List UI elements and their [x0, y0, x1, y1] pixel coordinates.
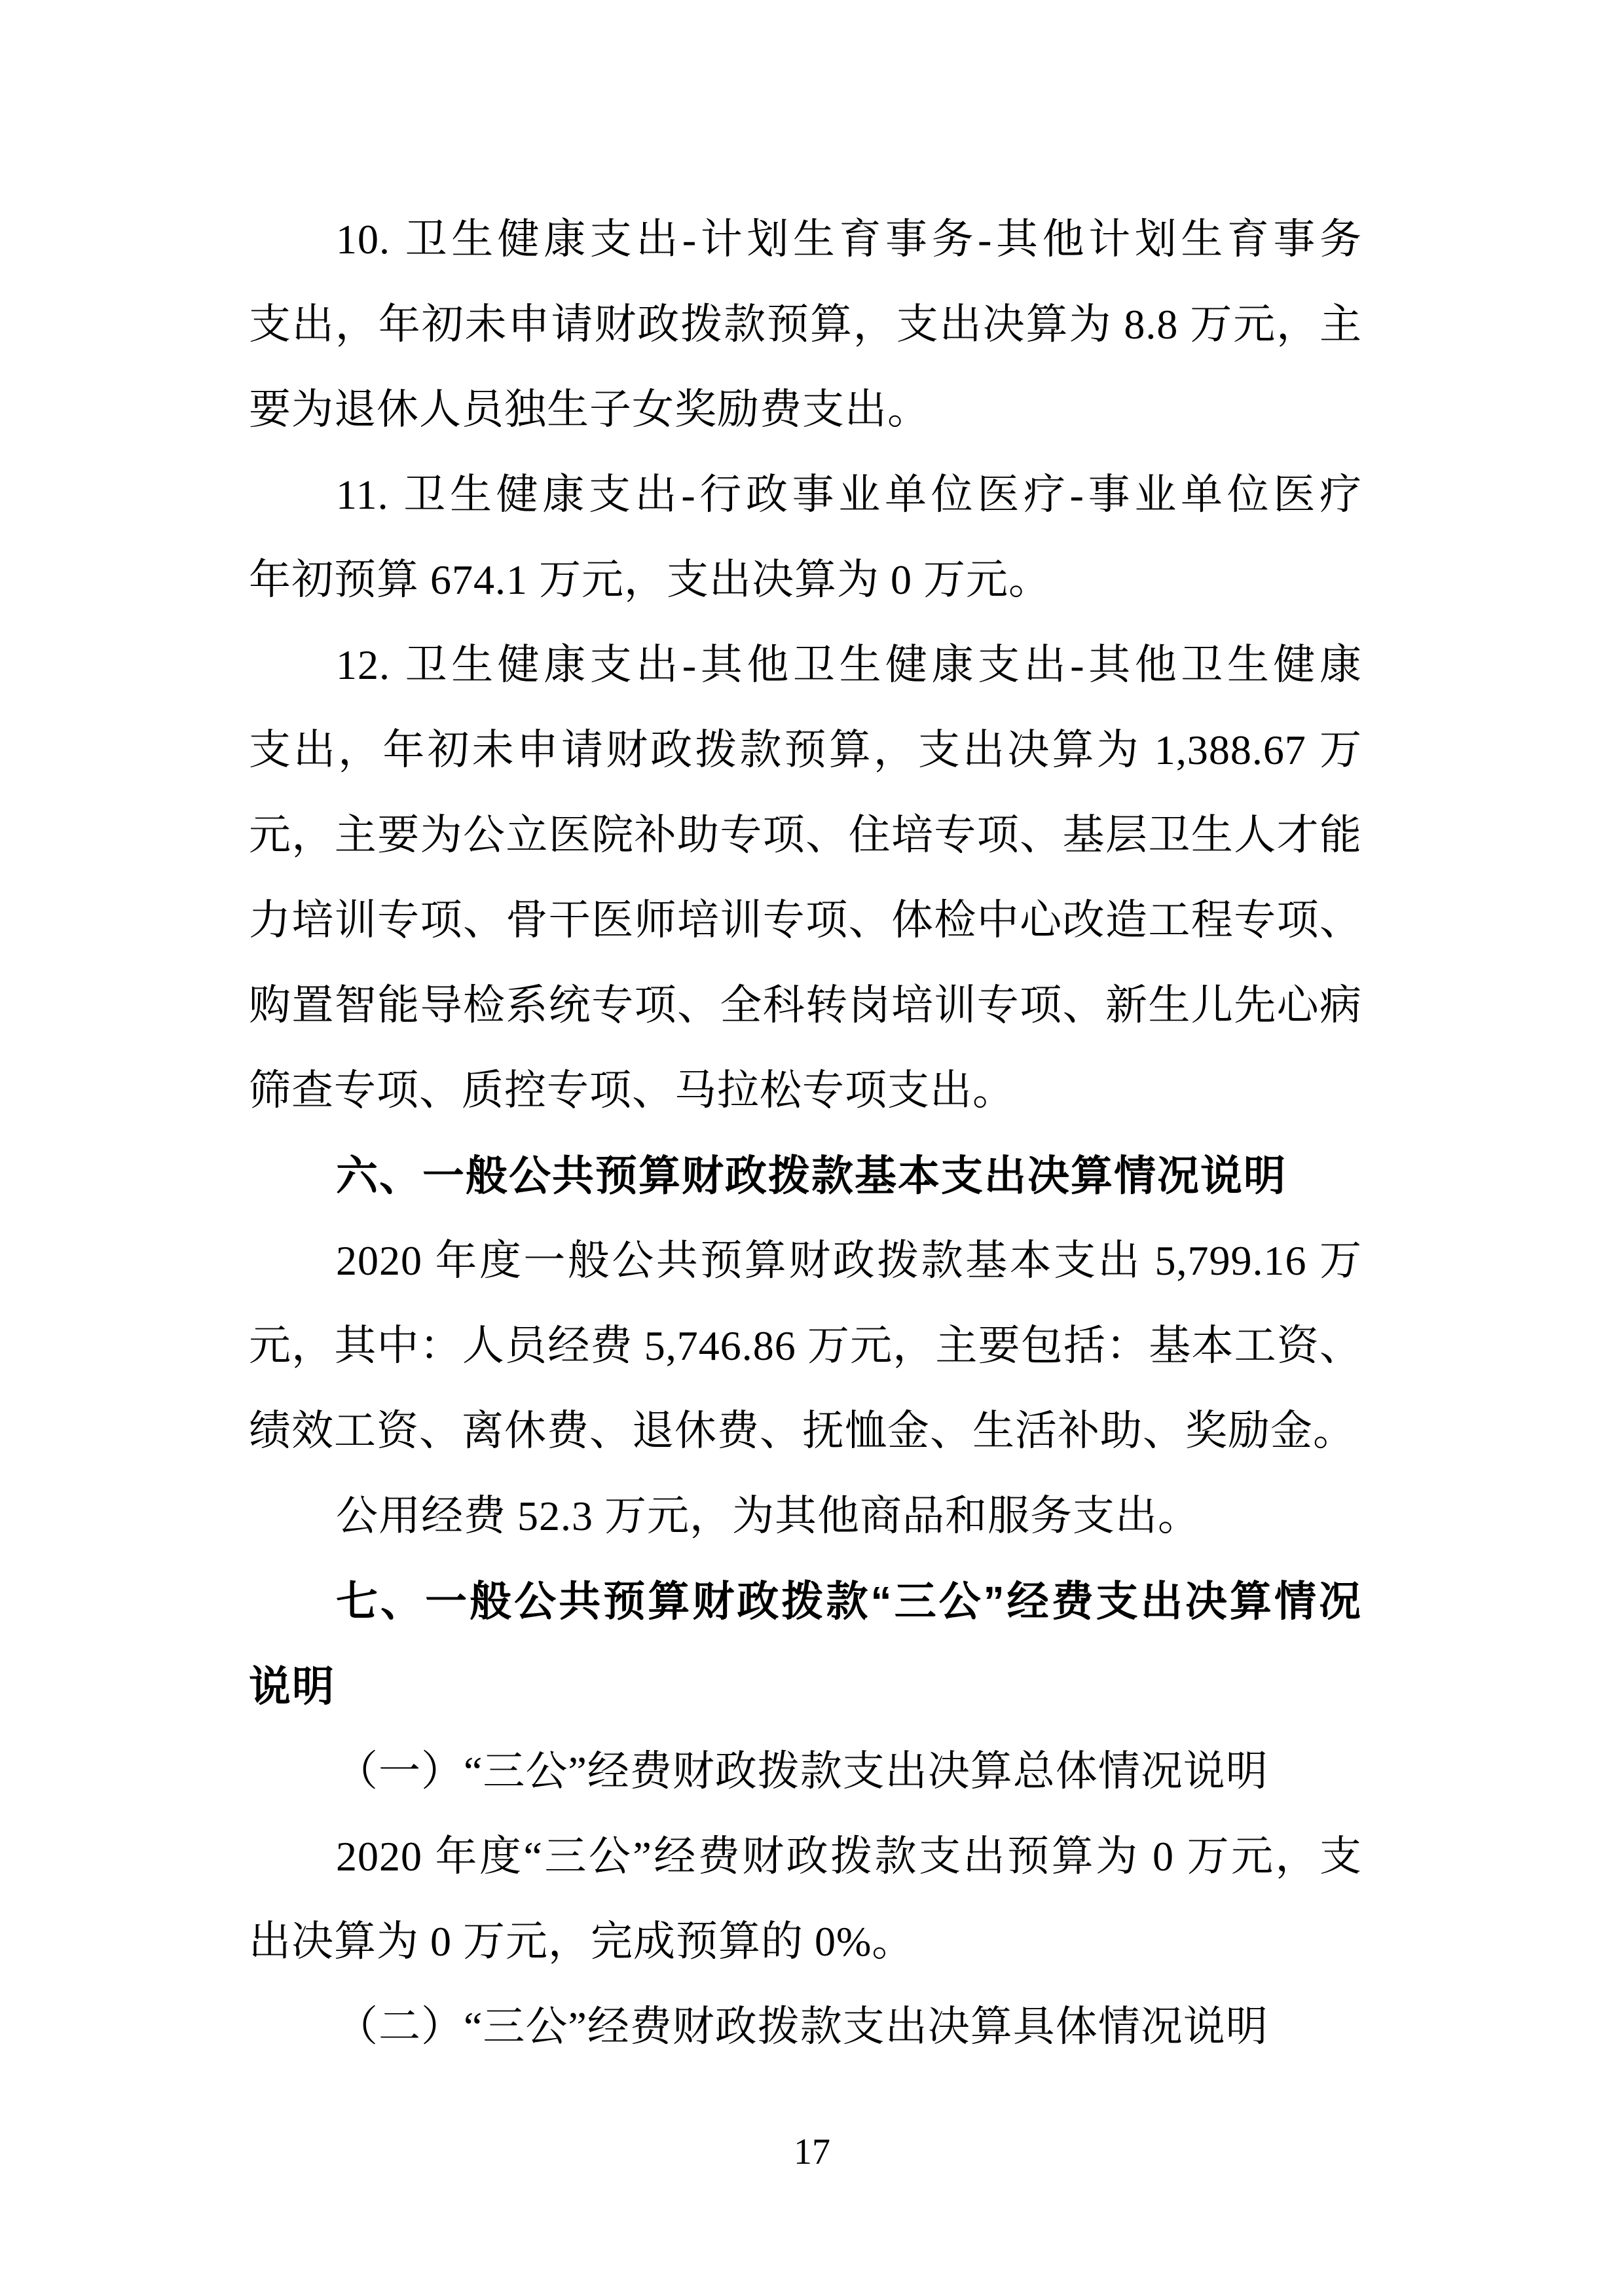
paragraph-12-line: 购置智能导检系统专项、全科转岗培训专项、新生儿先心病 [249, 982, 1362, 1029]
section-seven-heading-line: 说明 [249, 1663, 335, 1710]
paragraph-12-line: 12. 卫生健康支出-其他卫生健康支出-其他卫生健康 [336, 642, 1362, 688]
paragraph-12-line: 筛查专项、质控专项、马拉松专项支出。 [249, 1067, 1015, 1114]
basic-expenditure-paragraph-line: 绩效工资、离休费、退休费、抚恤金、生活补助、奖励金。 [249, 1408, 1356, 1454]
paragraph-11-line: 11. 卫生健康支出-行政事业单位医疗-事业单位医疗 [336, 471, 1362, 518]
subsection-two-heading: （二）“三公”经费财政拨款支出决算具体情况说明 [336, 2003, 1268, 2050]
section-six-heading: 六、一般公共预算财政拨款基本支出决算情况说明 [336, 1152, 1287, 1199]
page-number: 17 [794, 2132, 830, 2172]
public-funds-paragraph-line: 公用经费 52.3 万元，为其他商品和服务支出。 [336, 1493, 1200, 1539]
paragraph-12-line: 元，主要为公立医院补助专项、住培专项、基层卫生人才能 [249, 812, 1362, 858]
three-public-total-paragraph-line: 2020 年度“三公”经费财政拨款支出预算为 0 万元，支 [336, 1833, 1362, 1880]
subsection-one-heading: （一）“三公”经费财政拨款支出决算总体情况说明 [336, 1748, 1268, 1795]
paragraph-10-line: 要为退休人员独生子女奖励费支出。 [249, 386, 930, 433]
basic-expenditure-paragraph-line: 元，其中：人员经费 5,746.86 万元，主要包括：基本工资、 [249, 1322, 1362, 1369]
basic-expenditure-paragraph-line: 2020 年度一般公共预算财政拨款基本支出 5,799.16 万 [336, 1237, 1362, 1284]
paragraph-10-line: 支出，年初未申请财政拨款预算，支出决算为 8.8 万元，主 [249, 301, 1362, 348]
three-public-total-paragraph-line: 出决算为 0 万元，完成预算的 0%。 [249, 1918, 915, 1965]
paragraph-12-line: 力培训专项、骨干医师培训专项、体检中心改造工程专项、 [249, 897, 1362, 943]
section-seven-heading-line: 七、一般公共预算财政拨款“三公”经费支出决算情况 [336, 1578, 1362, 1625]
paragraph-11-line: 年初预算 674.1 万元，支出决算为 0 万元。 [249, 556, 1051, 603]
text-block [249, 197, 1362, 2069]
paragraph-12-line: 支出，年初未申请财政拨款预算，支出决算为 1,388.67 万 [249, 727, 1362, 773]
paragraph-10-line: 10. 卫生健康支出-计划生育事务-其他计划生育事务 [336, 216, 1362, 263]
